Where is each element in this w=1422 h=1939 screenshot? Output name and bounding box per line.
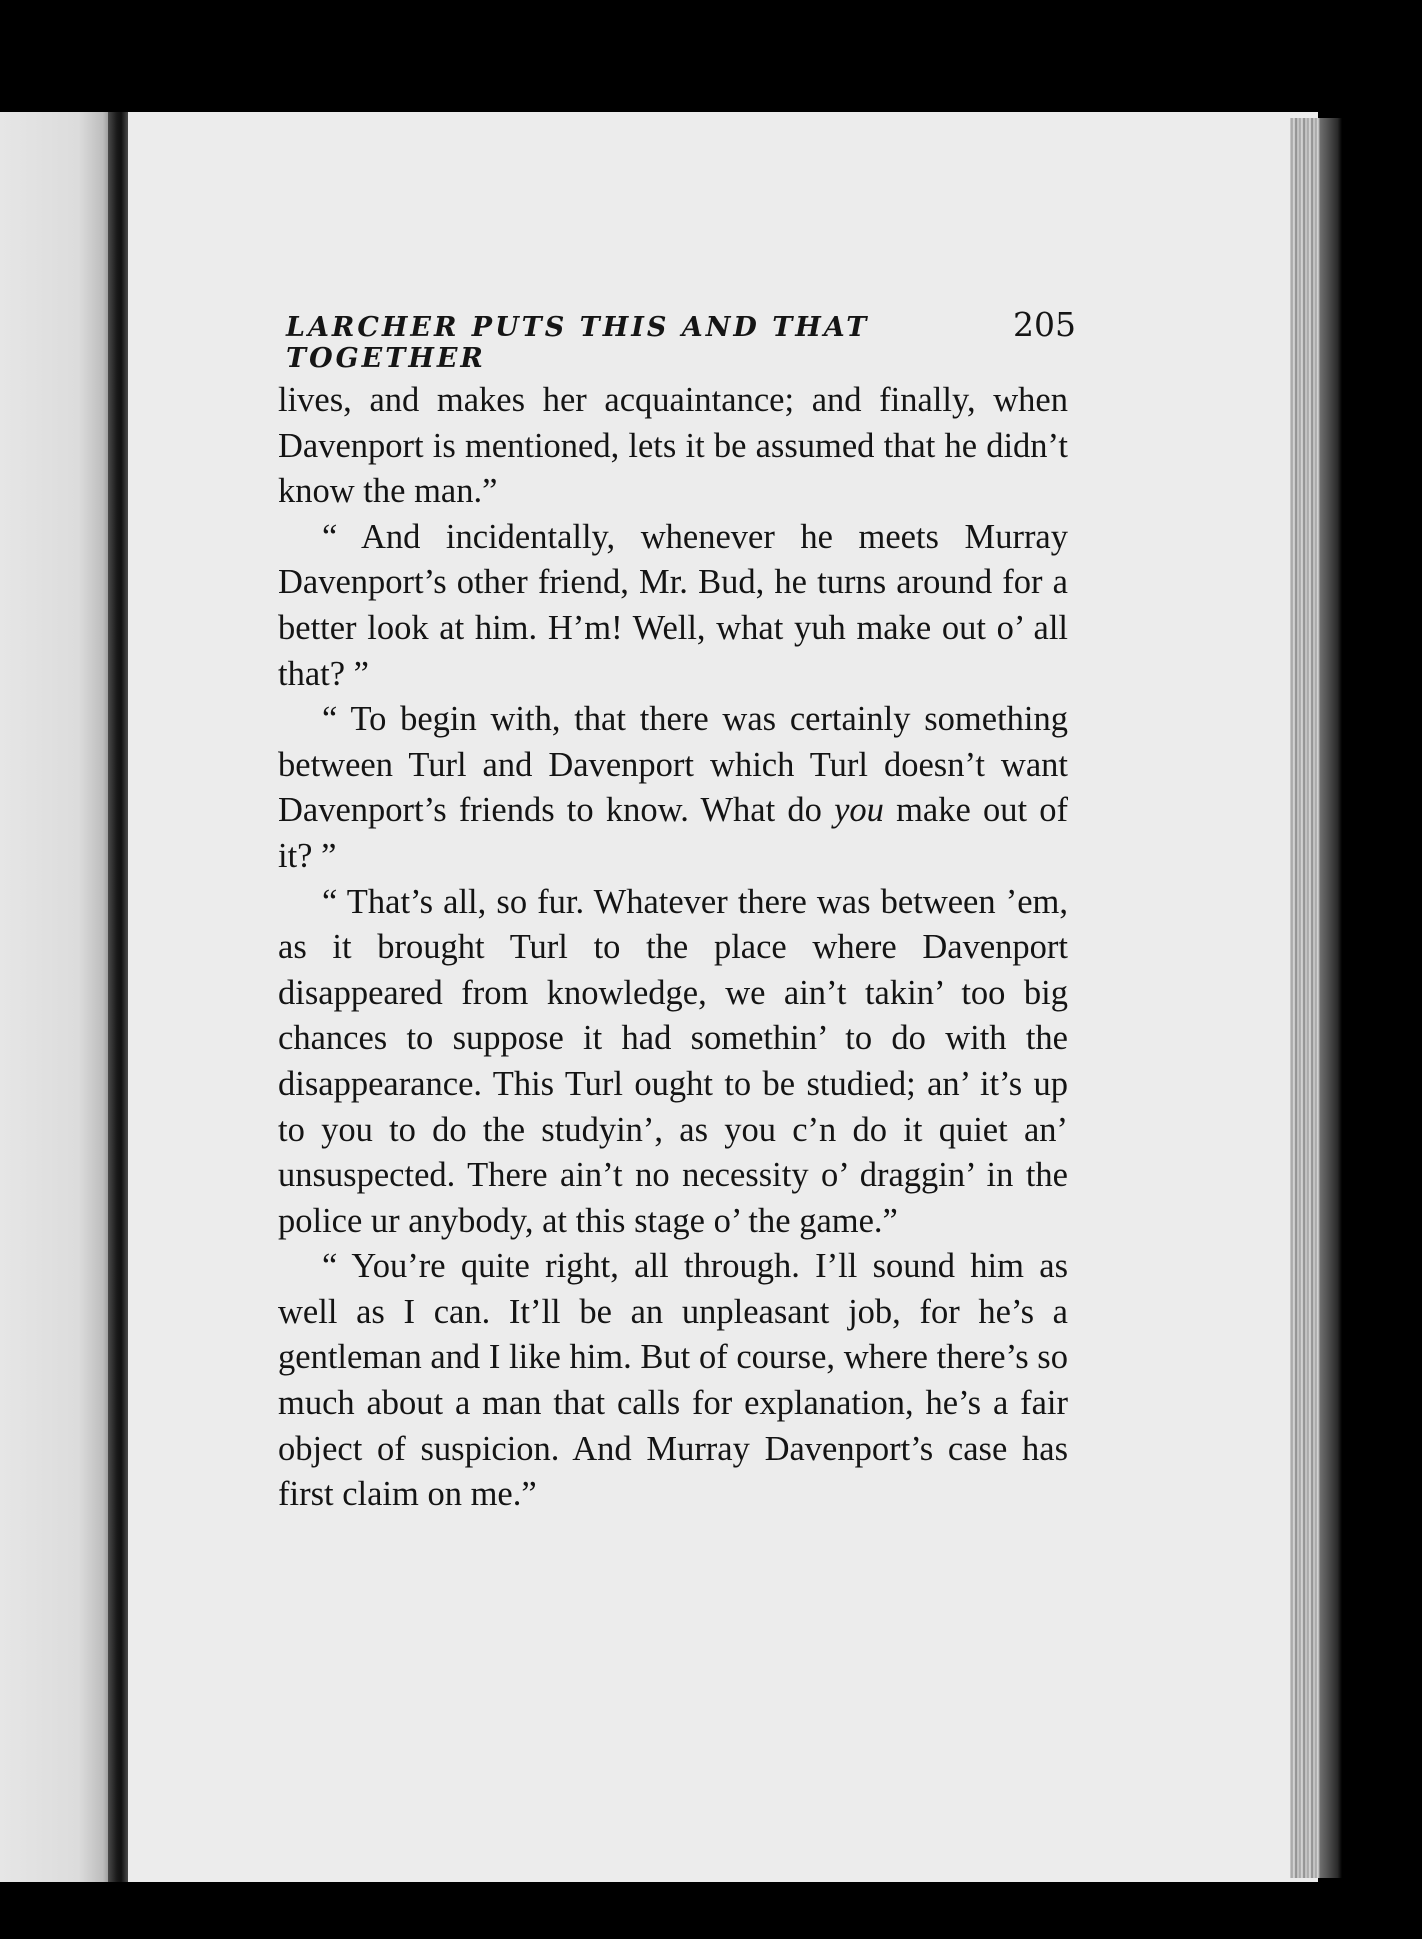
page-edges-shadow bbox=[1320, 118, 1342, 1878]
emphasis-you: you bbox=[834, 791, 884, 830]
book-gutter bbox=[108, 112, 130, 1882]
previous-page-edge bbox=[0, 112, 112, 1882]
running-head: LARCHER PUTS THIS AND THAT TOGETHER bbox=[286, 312, 870, 374]
page-header bbox=[286, 305, 1076, 374]
paragraph-1: lives, and makes her acquaintance; and finally, when Davenport is mentioned, lets it be assumed that he didn’t know the man.” bbox=[278, 381, 1068, 511]
paragraph-5: “ You’re quite right, all through. I’ll sound him as well as I can. It’ll be an unpleasant job, for he’s a gentleman and I like him. But of course, where there’s so much about a man that calls for explanation, he’s a fair object of suspicion. And Murray Davenport’s case has first claim on me.” bbox=[278, 1247, 1068, 1514]
body-text bbox=[278, 378, 1068, 1518]
paragraph-3-tail: make out of it? ” bbox=[278, 791, 1069, 875]
paragraph-3-text: “ To begin with, that there was certainly something between Turl and Davenport which Turl doesn’t want Davenport’s friends to know. What do bbox=[278, 700, 1068, 830]
paragraph-3 bbox=[278, 697, 1068, 879]
paragraph-2: “ And incidentally, whenever he meets Murray Davenport’s other friend, Mr. Bud, he turns around for a better look at him. H’m! Well, what yuh make out o’ all that? ” bbox=[278, 517, 1068, 693]
page-number: 205 bbox=[1013, 305, 1076, 344]
paragraph-4: “ That’s all, so fur. Whatever there was between ’em, as it brought Turl to the place where Davenport disappeared from knowledge, we ain’t takin’ too big chances to suppose it had somethin’ to do with the disappearance. This Turl ought to be studied; an’ it’s up to you to do the studyin’, as you c’n do it quiet an’ unsuspected. There ain’t no necessity o’ draggin’ in the police ur anybody, at this stage o’ the game.” bbox=[278, 882, 1068, 1240]
